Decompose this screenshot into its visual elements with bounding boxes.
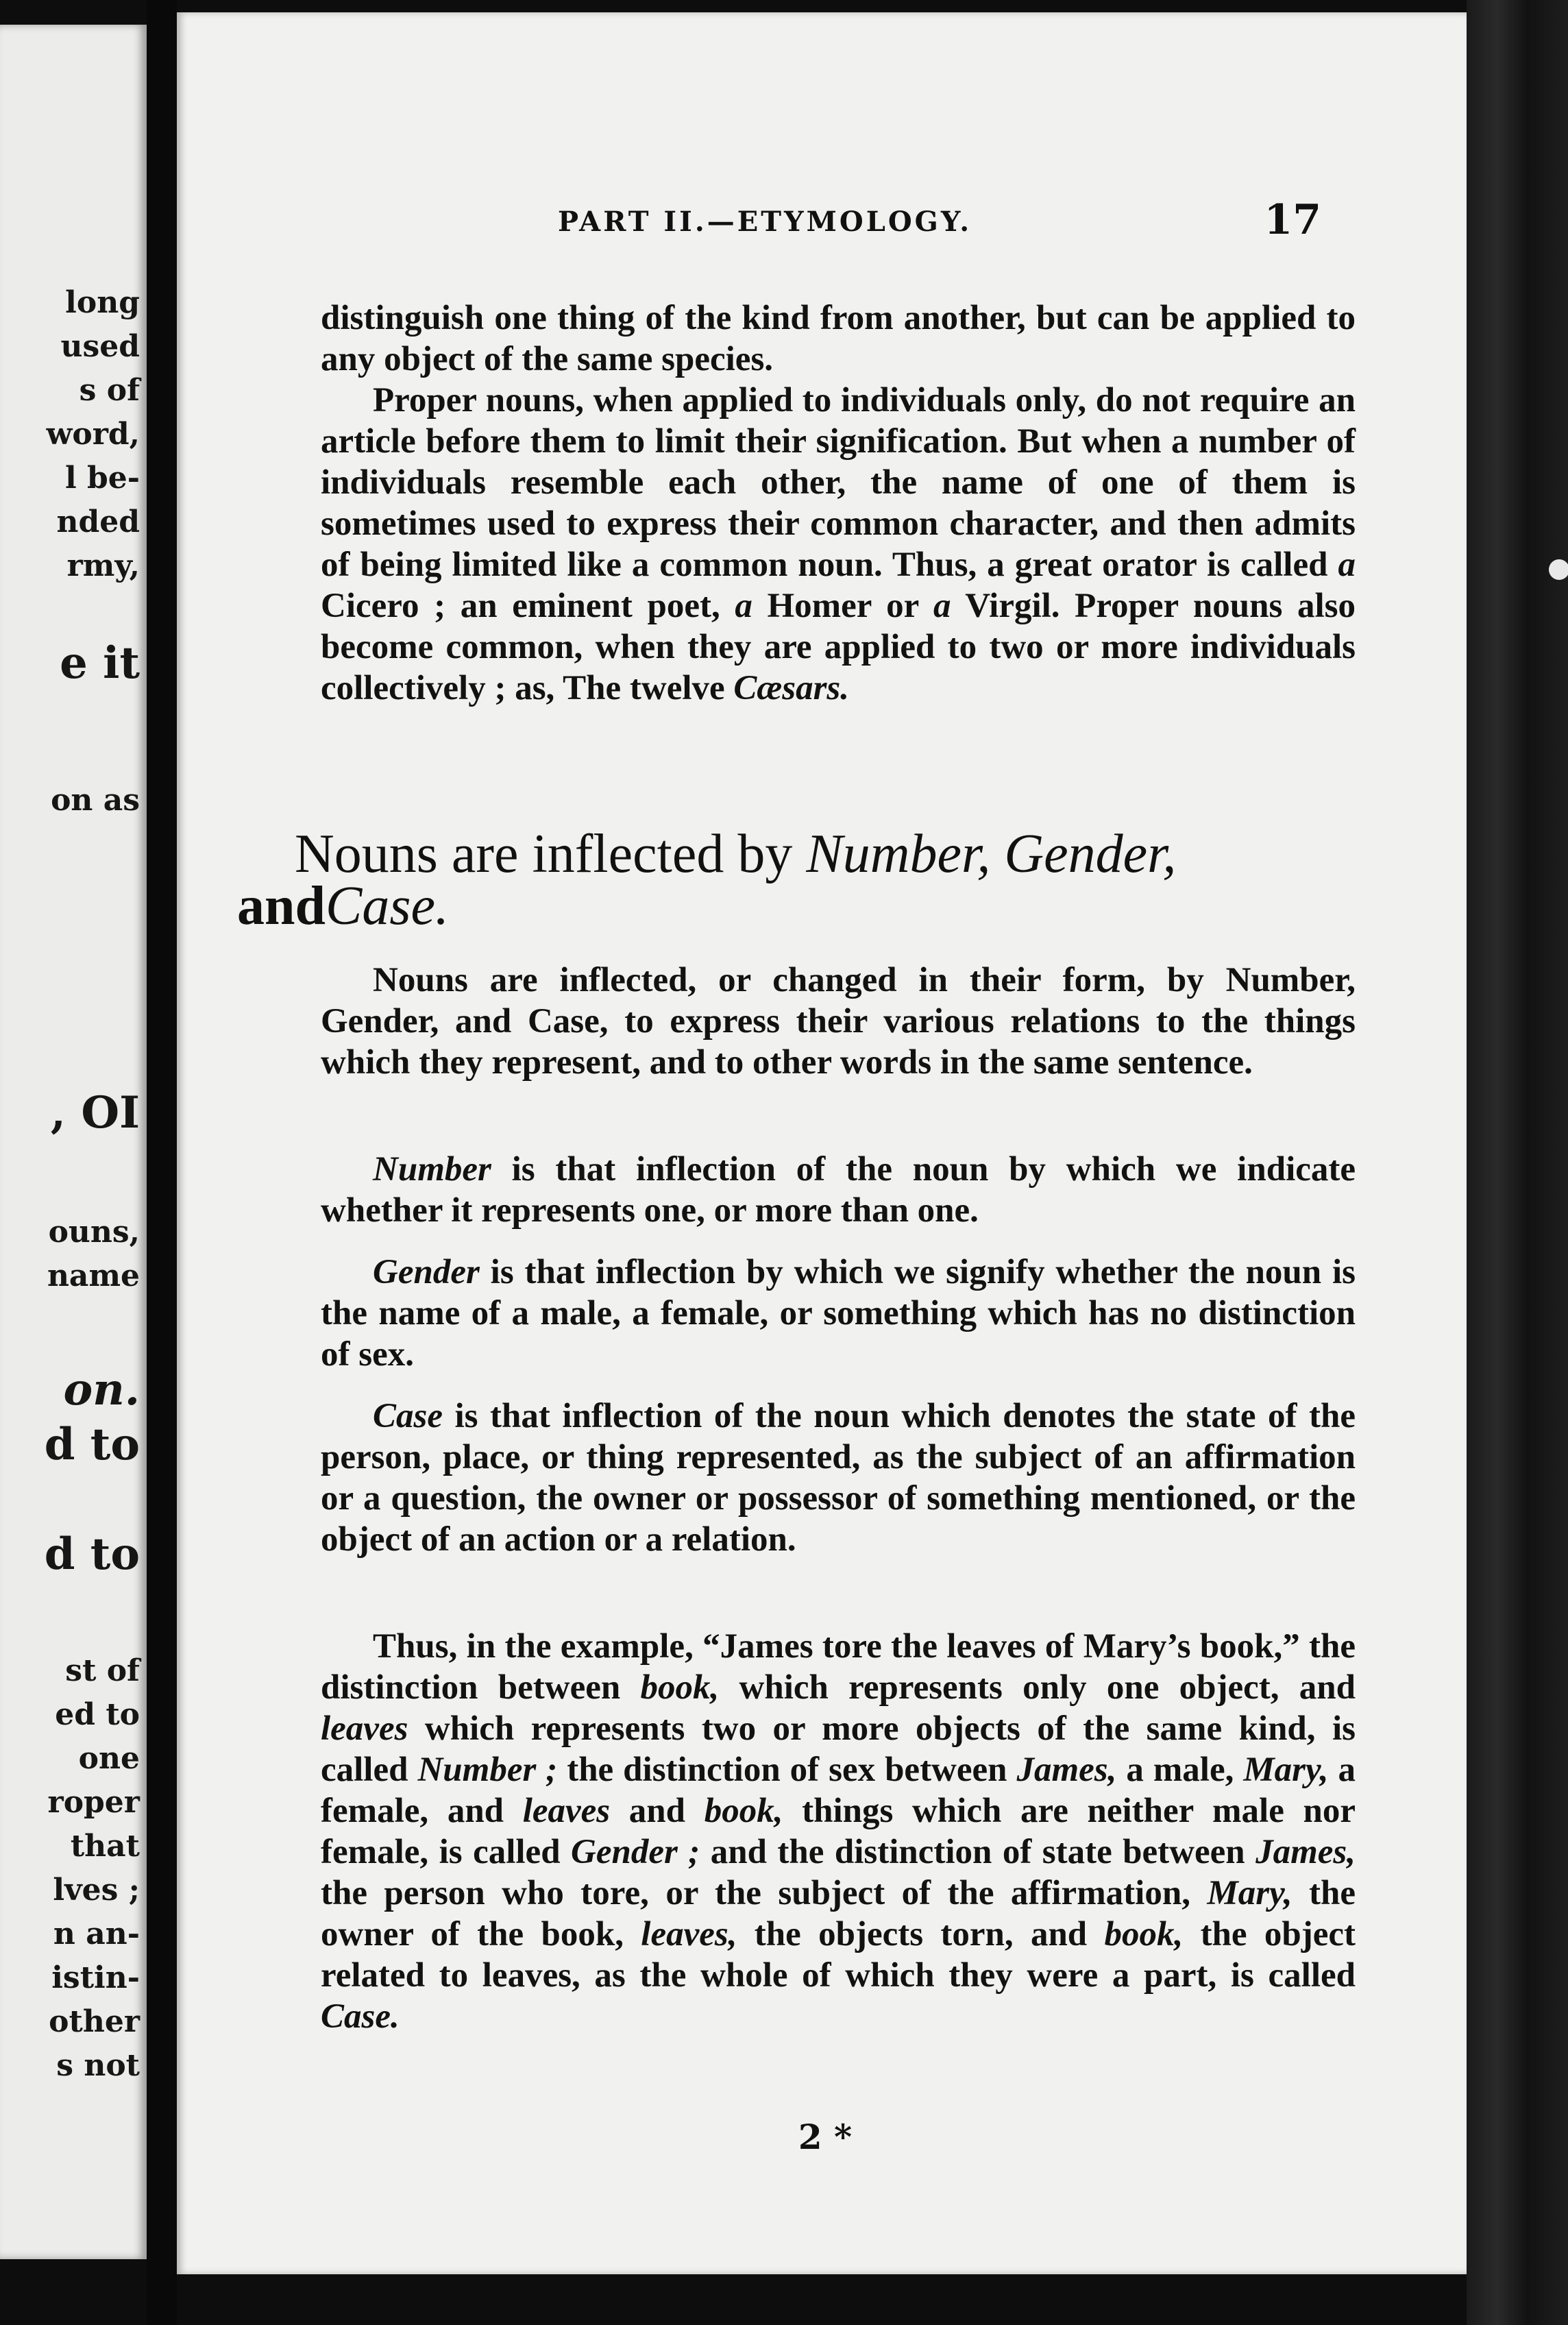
paragraph-text: is that inflection of the noun by which we indicate whether it represents one, or more than one. — [321, 1150, 1356, 1230]
edge-text-line: word, — [46, 417, 140, 452]
edge-text-line: name — [47, 1258, 140, 1293]
paragraph-text: the object related to leaves, as the whole of which they were a part, is called — [321, 1915, 1356, 1995]
edge-text-line: d to — [44, 1419, 140, 1470]
italic-text: book, — [1104, 1915, 1184, 1953]
italic-text: leaves — [522, 1792, 611, 1830]
rule-heading — [237, 824, 1347, 936]
paragraph-text: is that inflection of the noun which denotes the state of the person, place, or thing represented, as the subject of an affirmation or a question, the owner or possessor of something mentioned, or the object of an action or a relation. — [321, 1397, 1356, 1559]
paragraph-text: Homer or — [752, 587, 933, 625]
italic-text: Case. — [321, 1997, 400, 2036]
paragraph-text: the objects torn, and — [737, 1915, 1105, 1953]
paragraph-number — [321, 1149, 1356, 1231]
paragraph-text: is that inflection by which we signify whether the noun is the name of a male, a female, or something which has no distinction of sex. — [321, 1253, 1356, 1374]
term-italic: Number — [373, 1150, 491, 1189]
paragraph-text: Proper nouns, when applied to individuals only, do not require an article before them to limit their signification. But when a number of individuals resemble each other, the name of one of them is sometimes used to express their common character, and then admits of being limited like a common noun. Thus, a great orator is called — [321, 381, 1356, 584]
italic-text: Cæsars. — [733, 669, 850, 707]
paragraph-text: which represents only one object, and — [719, 1668, 1356, 1707]
paragraph-text: things which are neither male nor female, is called — [321, 1792, 1356, 1871]
page-number: 17 — [1264, 196, 1321, 244]
paragraph-text: the person who tore, or the subject of the affirmation, — [321, 1874, 1208, 1912]
paragraph-text: a male, — [1116, 1751, 1244, 1789]
edge-text-line: e it — [60, 637, 140, 689]
paragraph-text: which represents two or more objects of the same kind, is called — [321, 1709, 1356, 1789]
italic-text: Gender ; — [571, 1833, 700, 1871]
edge-text-line: used — [60, 329, 140, 364]
edge-text-line: ed to — [55, 1697, 140, 1732]
paragraph-proper-nouns — [321, 380, 1356, 709]
paragraph-text: Thus, in the example, “James tore the leaves of Mary’s book,” the distinction between — [321, 1627, 1356, 1707]
edge-text-line: ouns, — [48, 1215, 140, 1250]
italic-text: a — [933, 587, 951, 625]
italic-text: book, — [640, 1668, 720, 1707]
edge-text-line: on. — [63, 1364, 140, 1415]
edge-text-line: istin- — [51, 1960, 140, 1995]
italic-text: leaves — [321, 1709, 408, 1748]
italic-text: Mary, — [1243, 1751, 1329, 1789]
italic-text: Mary, — [1207, 1874, 1293, 1912]
edge-text-line: lves ; — [53, 1873, 140, 1908]
heading-text: and — [237, 876, 326, 936]
edge-text-line: roper — [47, 1785, 140, 1820]
paragraph-text: Virgil. Proper nouns also become common, when they are applied to two or more individuals collectively ; as, The twelve — [321, 587, 1356, 707]
paragraph-text: a female, and — [321, 1751, 1356, 1830]
edge-text-line: long — [65, 285, 140, 320]
paragraph-inflection — [321, 960, 1356, 1083]
edge-text-line: rmy, — [66, 548, 140, 583]
italic-text: James, — [1255, 1833, 1356, 1871]
italic-text: James, — [1016, 1751, 1117, 1789]
italic-text: book, — [704, 1792, 783, 1830]
heading-italic: Case. — [325, 876, 449, 936]
edge-text-line: d to — [44, 1529, 140, 1580]
paragraph-gender — [321, 1252, 1356, 1375]
heading-italic: Gender, — [1004, 824, 1177, 884]
italic-text: a — [1338, 546, 1356, 584]
edge-text-line: s not — [56, 2048, 140, 2083]
edge-text-line: nded — [56, 504, 140, 539]
italic-text: leaves, — [641, 1915, 737, 1953]
paragraph-text: and the distinction of state between — [700, 1833, 1256, 1871]
scan-spot — [1549, 559, 1568, 580]
paragraph-case — [321, 1396, 1356, 1560]
edge-text-line: st of — [65, 1653, 140, 1688]
right-book-edge — [1467, 0, 1568, 2325]
paragraph-text: Nouns are inflected, or changed in their form, by Number, Gender, and Case, to express their various relations to the things which they represent, and to other words in the same sentence. — [321, 961, 1356, 1082]
signature-mark: 2 * — [798, 2117, 853, 2157]
paragraph-continuation — [321, 297, 1356, 380]
paragraph-text: and — [610, 1792, 705, 1830]
edge-text-line: on as — [51, 783, 140, 818]
main-page — [177, 12, 1467, 2274]
paragraph-text: Cicero ; an eminent poet, — [321, 587, 735, 625]
edge-text-line: , OI — [50, 1087, 140, 1139]
italic-text: Number ; — [417, 1751, 558, 1789]
term-italic: Case — [373, 1397, 443, 1435]
edge-text-line: one — [78, 1741, 140, 1776]
edge-text-line: that — [70, 1829, 140, 1864]
heading-italic: Number, — [806, 824, 991, 884]
paragraph-text: the owner of the book, — [321, 1874, 1356, 1953]
heading-text: Nouns are inflected by — [295, 824, 807, 884]
edge-text-line: l be- — [64, 461, 140, 496]
paragraph-text: distinguish one thing of the kind from another, but can be applied to any object of the same species. — [321, 299, 1356, 378]
running-title: PART II.—ETYMOLOGY. — [558, 206, 972, 238]
running-head — [177, 196, 1467, 251]
left-facing-page — [0, 25, 147, 2259]
term-italic: Gender — [373, 1253, 480, 1291]
edge-text-line: n an- — [53, 1916, 140, 1951]
paragraph-text: the distinction of sex between — [557, 1751, 1017, 1789]
paragraph-example — [321, 1626, 1356, 2037]
italic-text: a — [735, 587, 752, 625]
book-gutter — [147, 0, 177, 2325]
edge-text-line: other — [49, 2004, 140, 2039]
edge-text-line: s of — [79, 373, 140, 408]
